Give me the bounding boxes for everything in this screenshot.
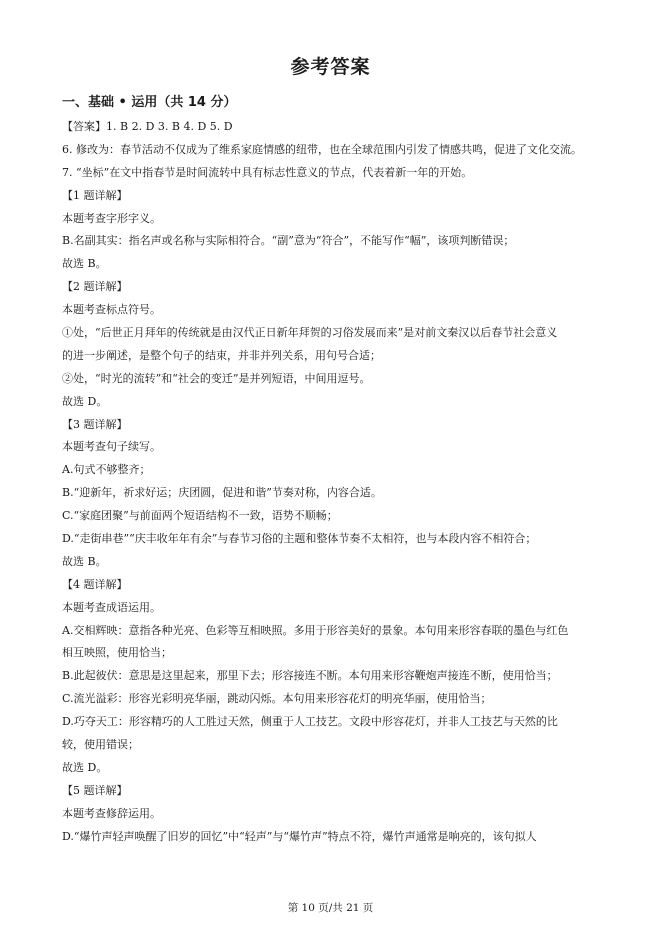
text-line: 【5 题详解】 bbox=[62, 783, 128, 797]
text-line: B.名副其实：指名声或名称与实际相符合。“副”意为“符合”，不能写作“幅”，该项判断错误； bbox=[62, 234, 515, 248]
text-line: 【4 题详解】 bbox=[62, 577, 128, 591]
section-heading: 一、基础 • 运用（共 14 分） bbox=[62, 95, 237, 110]
text-line: 本题考查标点符号。 bbox=[62, 303, 161, 317]
text-line: 故选 B。 bbox=[62, 554, 107, 568]
text-line: 本题考查句子续写。 bbox=[62, 440, 161, 454]
text-line: 本题考查修辞运用。 bbox=[62, 806, 161, 820]
text-line: 7. “坐标”在文中指春节是时间流转中具有标志性意义的节点，代表着新一年的开始。 bbox=[62, 165, 473, 179]
text-line: 故选 B。 bbox=[62, 257, 107, 271]
answer-body bbox=[62, 116, 622, 849]
text-line: A.句式不够整齐； bbox=[62, 463, 151, 477]
text-line: B.“迎新年，祈求好运；庆团圆，促进和谐”节奏对称，内容合适。 bbox=[62, 486, 382, 500]
text-line: 本题考查成语运用。 bbox=[62, 600, 161, 614]
text-line: 相互映照，使用恰当； bbox=[62, 646, 172, 660]
text-line: 【答案】1. B 2. D 3. B 4. D 5. D bbox=[62, 120, 233, 133]
text-line: 故选 D。 bbox=[62, 394, 108, 408]
text-line: ②处，“时光的流转”和“社会的变迁”是并列短语，中间用逗号。 bbox=[62, 371, 371, 385]
page-footer: 第 10 页/共 21 页 bbox=[287, 902, 374, 914]
text-line: ①处，“后世正月拜年的传统就是由汉代正日新年拜贺的习俗发展而来”是对前文秦汉以后春节社会意义 bbox=[62, 326, 558, 340]
text-line: 较，使用错误； bbox=[62, 738, 139, 752]
text-line: 【1 题详解】 bbox=[62, 188, 128, 202]
text-line: 的进一步阐述，是整个句子的结束，并非并列关系，用句号合适； bbox=[62, 348, 381, 362]
text-line: D.“走街串巷”“庆丰收年年有余”与春节习俗的主题和整体节奏不太相符，也与本段内容不相符合； bbox=[62, 532, 537, 546]
page-title: 参考答案 bbox=[290, 56, 371, 78]
text-line: D.巧夺天工：形容精巧的人工胜过天然，侧重于人工技艺。文段中形容花灯，并非人工技艺与天然的比 bbox=[62, 715, 558, 729]
text-line: C.“家庭团聚”与前面两个短语结构不一致，语势不顺畅； bbox=[62, 509, 338, 523]
text-line: 【2 题详解】 bbox=[62, 280, 128, 294]
text-line: 本题考查字形字义。 bbox=[62, 211, 161, 225]
text-line: 【3 题详解】 bbox=[62, 417, 128, 431]
text-line: 故选 D。 bbox=[62, 760, 108, 774]
text-line: D.“爆竹声轻声唤醒了旧岁的回忆”中“轻声”与“爆竹声”特点不符，爆竹声通常是响亮的，该句拟人 bbox=[62, 829, 537, 843]
text-line: C.流光溢彩：形容光彩明亮华丽，跳动闪烁。本句用来形容花灯的明亮华丽，使用恰当； bbox=[62, 692, 492, 706]
text-line: A.交相辉映：意指各种光亮、色彩等互相映照。多用于形容美好的景象。本句用来形容春联的墨色与红色 bbox=[62, 623, 569, 637]
text-line: B.此起彼伏：意思是这里起来，那里下去；形容接连不断。本句用来形容鞭炮声接连不断，使用恰当； bbox=[62, 669, 558, 683]
text-line: 6. 修改为：春节活动不仅成为了维系家庭情感的纽带，也在全球范围内引发了情感共鸣，促进了文化交流。 bbox=[62, 142, 582, 156]
